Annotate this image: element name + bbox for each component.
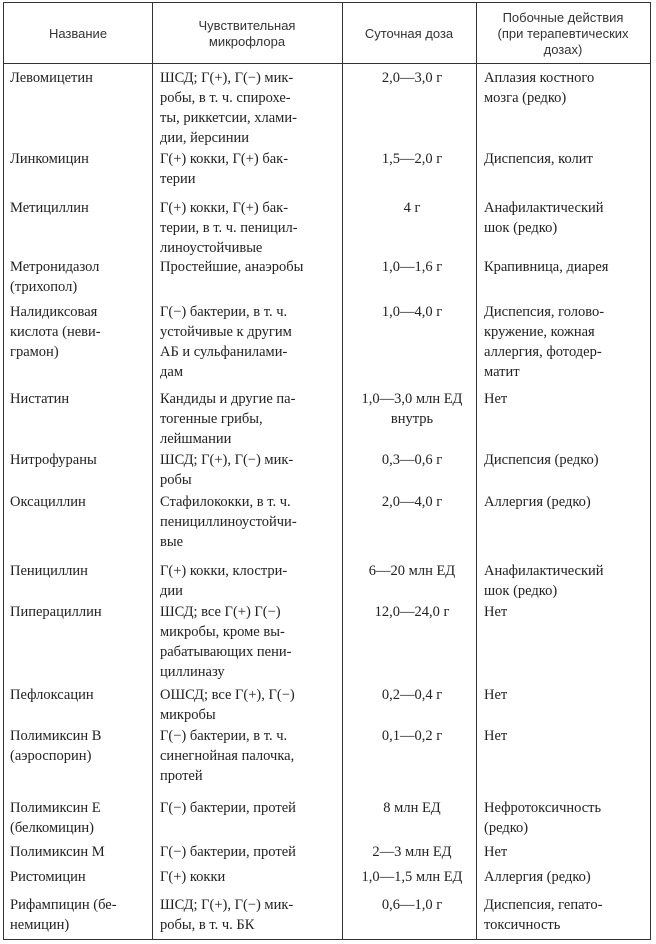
- antibiotics-table: [3, 2, 651, 940]
- drug-name-cell: Пефлоксацин: [10, 687, 94, 703]
- daily-dose-cell: 12,0—24,0 г: [374, 604, 450, 620]
- side-effects-cell: Нет: [484, 687, 508, 703]
- header-microflora: [152, 3, 342, 64]
- header-microflora-label: Чувствительная микрофлора: [198, 17, 296, 49]
- drug-name-cell: Ристомицин: [10, 869, 86, 885]
- drug-name-cell: Пиперациллин: [10, 604, 102, 620]
- daily-dose-cell: 1,0—4,0 г: [381, 304, 443, 320]
- microflora-cell: ШСД; Г(+), Г(−) мик- робы, в т. ч. спирохе- ты, риккетсии, хлами- дии, йерсинии: [160, 70, 297, 146]
- side-effects-cell: Нет: [484, 391, 508, 407]
- microflora-cell: Г(+) кокки, клостри- дии: [160, 563, 288, 599]
- daily-dose-cell: 0,1—0,2 г: [381, 728, 443, 744]
- side-effects-cell: Аллергия (редко): [484, 869, 591, 885]
- drug-name-cell: Линкомицин: [10, 151, 89, 167]
- drug-name-cell: Пенициллин: [10, 563, 88, 579]
- side-effects-cell: Крапивница, диарея: [484, 259, 609, 275]
- header-dose-label: Суточная доза: [364, 25, 454, 41]
- side-effects-cell: Нет: [484, 728, 508, 744]
- header-side-effects: [476, 3, 650, 64]
- side-effects-cell: Аллергия (редко): [484, 494, 591, 510]
- side-effects-cell: Диспепсия (редко): [484, 452, 599, 468]
- daily-dose-cell: 1,0—1,5 млн ЕД: [361, 869, 463, 885]
- header-name-label: Название: [48, 25, 108, 41]
- microflora-cell: Г(+) кокки, Г(+) бак- терии, в т. ч. пеницил- линоустойчивые: [160, 200, 298, 256]
- microflora-cell: Г(+) кокки: [160, 869, 226, 885]
- side-effects-cell: Нет: [484, 604, 508, 620]
- drug-name-cell: Нитрофураны: [10, 452, 97, 468]
- daily-dose-cell: 0,3—0,6 г: [381, 452, 443, 468]
- drug-name-cell: Метициллин: [10, 200, 89, 216]
- side-effects-cell: Нефротоксичность (редко): [484, 800, 602, 836]
- drug-name-cell: Полимиксин Е (белкомицин): [10, 800, 101, 836]
- drug-name-cell: Левомицетин: [10, 70, 93, 86]
- daily-dose-cell: 4 г: [403, 200, 421, 216]
- drug-name-cell: Полимиксин В (аэроспорин): [10, 728, 102, 764]
- microflora-cell: ШСД; все Г(+) Г(−) микробы, кроме вы- рабатывающих пени- циллиназу: [160, 604, 292, 680]
- daily-dose-cell: 6—20 млн ЕД: [368, 563, 456, 579]
- drug-name-cell: Рифампицин (бе- немицин): [10, 897, 117, 933]
- microflora-cell: Г(−) бактерии, в т. ч. синегнойная палочка, протей: [160, 728, 295, 784]
- daily-dose-cell: 1,0—3,0 млн ЕД внутрь: [361, 391, 463, 427]
- drug-name-cell: Нистатин: [10, 391, 70, 407]
- microflora-cell: ШСД; Г(+), Г(−) мик- робы: [160, 452, 294, 488]
- daily-dose-cell: 8 млн ЕД: [383, 800, 441, 816]
- drug-name-cell: Оксациллин: [10, 494, 86, 510]
- microflora-cell: Г(−) бактерии, протей: [160, 844, 296, 860]
- daily-dose-cell: 1,0—1,6 г: [381, 259, 443, 275]
- column-divider: [152, 3, 153, 939]
- daily-dose-cell: 0,6—1,0 г: [381, 897, 443, 913]
- drug-name-cell: Метронидазол (трихопол): [10, 259, 100, 295]
- microflora-cell: Г(+) кокки, Г(+) бак- терии: [160, 151, 289, 187]
- header-name: [4, 3, 152, 64]
- side-effects-cell: Диспепсия, гепато- токсичность: [484, 897, 603, 933]
- microflora-cell: Кандиды и другие па- тогенные грибы, лейшмании: [160, 391, 296, 447]
- drug-name-cell: Налидиксовая кислота (неви- грамон): [10, 304, 101, 360]
- microflora-cell: Стафилококки, в т. ч. пенициллиноустойчи- вые: [160, 494, 297, 550]
- header-dose: [342, 3, 476, 64]
- side-effects-cell: Нет: [484, 844, 508, 860]
- drug-name-cell: Полимиксин М: [10, 844, 105, 860]
- daily-dose-cell: 2,0—3,0 г: [381, 70, 443, 86]
- daily-dose-cell: 2,0—4,0 г: [381, 494, 443, 510]
- side-effects-cell: Диспепсия, колит: [484, 151, 593, 167]
- microflora-cell: ШСД; Г(+), Г(−) мик- робы, в т. ч. БК: [160, 897, 294, 933]
- side-effects-cell: Анафилактический шок (редко): [484, 200, 604, 236]
- daily-dose-cell: 0,2—0,4 г: [381, 687, 443, 703]
- side-effects-cell: Аплазия костного мозга (редко): [484, 70, 595, 106]
- microflora-cell: ОШСД; все Г(+), Г(−) микробы: [160, 687, 295, 723]
- daily-dose-cell: 1,5—2,0 г: [381, 151, 443, 167]
- side-effects-cell: Анафилактический шок (редко): [484, 563, 604, 599]
- microflora-cell: Простейшие, анаэробы: [160, 259, 304, 275]
- microflora-cell: Г(−) бактерии, в т. ч. устойчивые к другим АБ и сульфанилами- дам: [160, 304, 292, 380]
- header-side-effects-label: Побочные действия (при терапевтических дозах): [497, 9, 629, 57]
- side-effects-cell: Диспепсия, голово- кружение, кожная аллергия, фотодер- матит: [484, 304, 605, 380]
- microflora-cell: Г(−) бактерии, протей: [160, 800, 296, 816]
- daily-dose-cell: 2—3 млн ЕД: [372, 844, 452, 860]
